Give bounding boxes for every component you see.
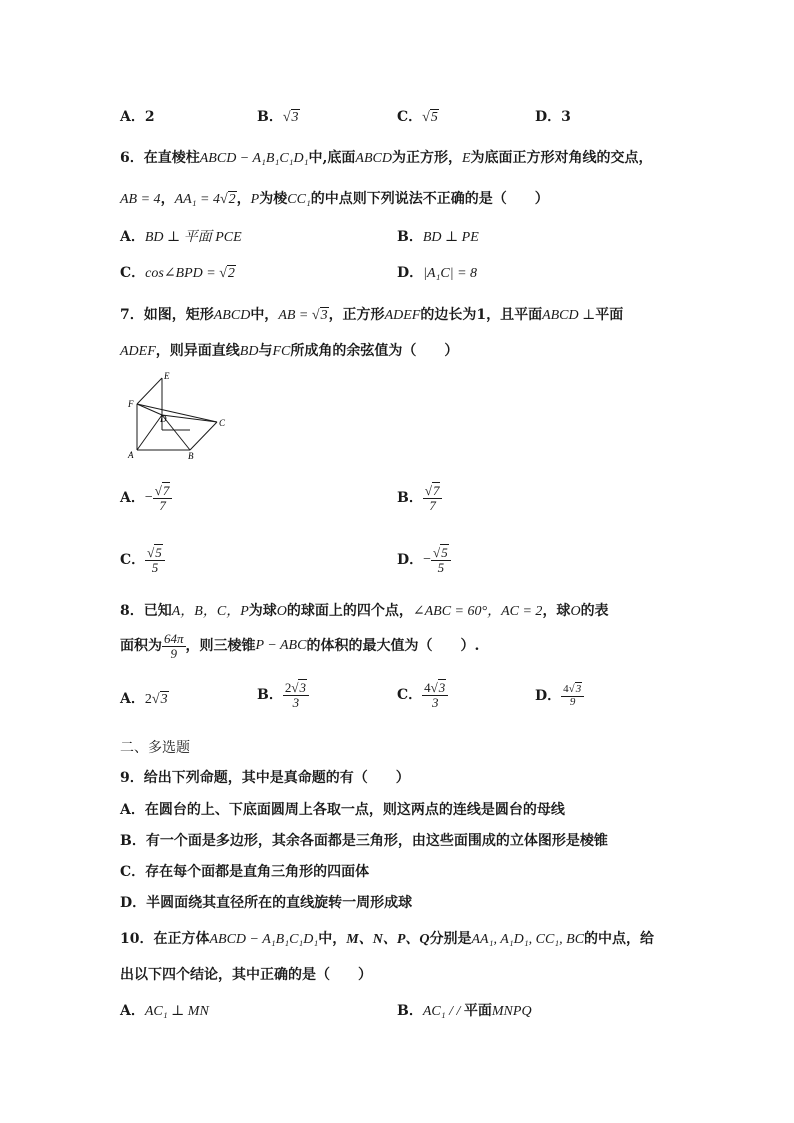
edge-EF [137, 378, 162, 404]
q7-option-a: A．− $\frac{√7}{7}$ [120, 484, 172, 512]
q10-option-a: A．AC₁ ⊥ MN [120, 1003, 209, 1019]
edge-BC [190, 422, 217, 450]
fig-label-F: F [128, 399, 134, 409]
q8-option-c: C． $\frac{4√3}{3}$ [397, 681, 448, 709]
q8-option-a: A．2√3 [120, 691, 168, 707]
q7-option-c: C． $\frac{√5}{5}$ [120, 546, 165, 574]
q7-figure [120, 370, 235, 462]
q10-stem-line1: 10．在正方体ABCD − A₁B₁C₁D₁中，M、N、P、Q分别是AA₁, A₁D₁, CC₁, BC的中点，给 [120, 931, 655, 947]
q10-option-b: B．AC₁ / / 平面MNPQ [397, 1003, 532, 1019]
q5-option-b-label: B． [257, 109, 283, 125]
q7-stem-line2: ADEF，则异面直线BD与FC所成角的余弦值为（ ） [120, 343, 459, 359]
q5-option-c [397, 110, 439, 125]
q8-stem-line1: 8．已知A，B，C，P为球O的球面上的四个点，∠ABC = 60°，AC = 2，球O的表 [120, 603, 609, 619]
q5-option-d: D．3 [535, 109, 571, 125]
q9-option-a: A．在圆台的上、下底面圆周上各取一点，则这两点的连线是圆台的母线 [120, 802, 565, 818]
q8-stem-line2: 面积为 $\frac{64\pi}{9}$ ，则三棱锥P − ABC的体积的最大值为（ ）. [120, 631, 480, 661]
edge-AD [137, 415, 162, 450]
q8-option-d: D． $\frac{4√3}{9}$ [535, 684, 584, 708]
fig-label-E: E [164, 371, 170, 381]
q10-stem-line2: 出以下四个结论，其中正确的是（ ） [120, 967, 372, 983]
q5-option-c-label: C． [397, 109, 423, 125]
q6-option-c: C．cos∠BPD = √2 [120, 265, 235, 281]
q6-option-a: A．BD ⊥ 平面 PCE [120, 229, 242, 245]
fig-label-A: A [128, 450, 134, 460]
fig-label-B: B [188, 451, 194, 461]
q5-option-b-sqrt: √3 [282, 110, 299, 125]
q9-option-c: C．存在每个面都是直角三角形的四面体 [120, 864, 370, 880]
edge-FC [137, 404, 217, 422]
q8-option-b: B． $\frac{2√3}{3}$ [257, 681, 309, 709]
q7-stem-line1: 7．如图，矩形ABCD中，AB = √3，正方形ADEF的边长为1，且平面ABCD ⊥平面 [120, 307, 624, 323]
q6-stem-line2: AB = 4，AA₁ = 4√2，P为棱CC₁的中点则下列说法不正确的是（ ） [120, 191, 549, 207]
q9-stem: 9．给出下列命题，其中是真命题的有（ ） [120, 770, 410, 786]
q5-option-a: A．2 [120, 109, 155, 125]
q6-option-d: D．|A₁C| = 8 [397, 265, 478, 281]
q5-option-c-sqrt: √5 [422, 110, 438, 125]
q7-option-b: B． $\frac{√7}{7}$ [397, 484, 442, 512]
q9-option-b: B．有一个面是多边形，其余各面都是三角形，由这些面围成的立体图形是棱锥 [120, 833, 608, 849]
q7-option-d: D．− $\frac{√5}{5}$ [397, 546, 451, 574]
fig-label-D: D [160, 414, 167, 424]
section-heading: 二、多选题 [120, 740, 190, 756]
fig-label-C: C [219, 418, 226, 428]
edge-FD [137, 404, 162, 415]
q9-option-d: D．半圆面绕其直径所在的直线旋转一周形成球 [120, 895, 413, 911]
q6-option-b: B．BD ⊥ PE [397, 229, 479, 245]
q6-stem-line1: 6．在直棱柱ABCD − A₁B₁C₁D₁中,底面ABCD为正方形，E为底面正方形对角线的交点， [120, 150, 653, 166]
q5-option-b [257, 110, 300, 125]
